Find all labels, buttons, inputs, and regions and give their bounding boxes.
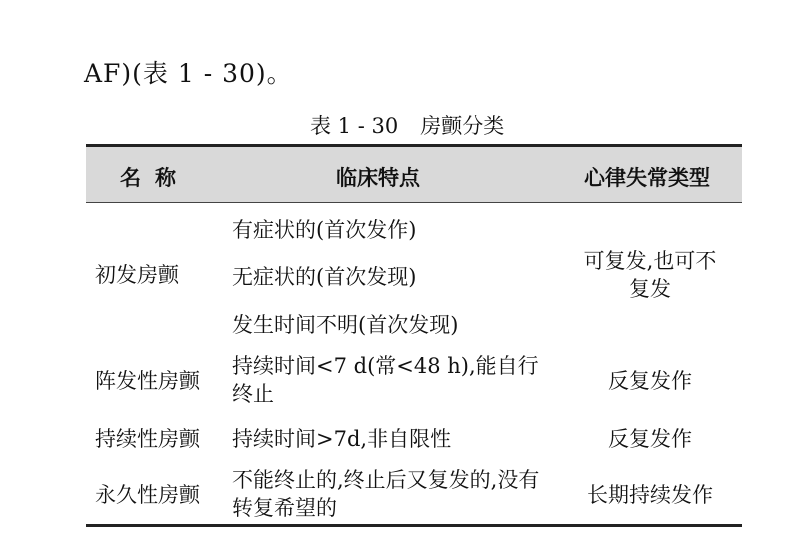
- row-3-name: 持续性房颤: [95, 427, 200, 451]
- row-3-rhythm-type: 反复发作: [608, 427, 692, 451]
- header-rhythm-type: 心律失常类型: [584, 166, 710, 190]
- row-4-name: 永久性房颤: [95, 483, 200, 507]
- row-1-rhythm-type: 可复发,也可不复发: [583, 249, 717, 301]
- row-4-feature: 不能终止的,终止后又复发的,没有转复希望的: [232, 468, 540, 520]
- table-caption: [310, 110, 504, 140]
- table-header-rule: [86, 202, 742, 203]
- lead-text: AF)(表 1 - 30)。: [84, 59, 293, 88]
- row-4-rhythm-type: 长期持续发作: [587, 483, 713, 507]
- row-2-feature: 持续时间<7 d(常<48 h),能自行终止: [232, 354, 539, 406]
- row-1-name: 初发房颤: [95, 263, 179, 287]
- row-1-feature-2: 无症状的(首次发现): [232, 265, 417, 289]
- header-features: 临床特点: [336, 166, 420, 190]
- row-1-feature-1: 有症状的(首次发作): [232, 218, 417, 242]
- table-number: 表 1 - 30: [310, 114, 399, 138]
- row-2-name: 阵发性房颤: [95, 369, 200, 393]
- row-2-rhythm-type: 反复发作: [608, 369, 692, 393]
- header-name: 名称: [120, 166, 190, 190]
- table-title: 房颤分类: [420, 114, 505, 138]
- row-1-feature-3: 发生时间不明(首次发现): [232, 313, 459, 337]
- row-3-feature: 持续时间>7d,非自限性: [232, 427, 452, 451]
- table-bottom-rule: [86, 524, 742, 527]
